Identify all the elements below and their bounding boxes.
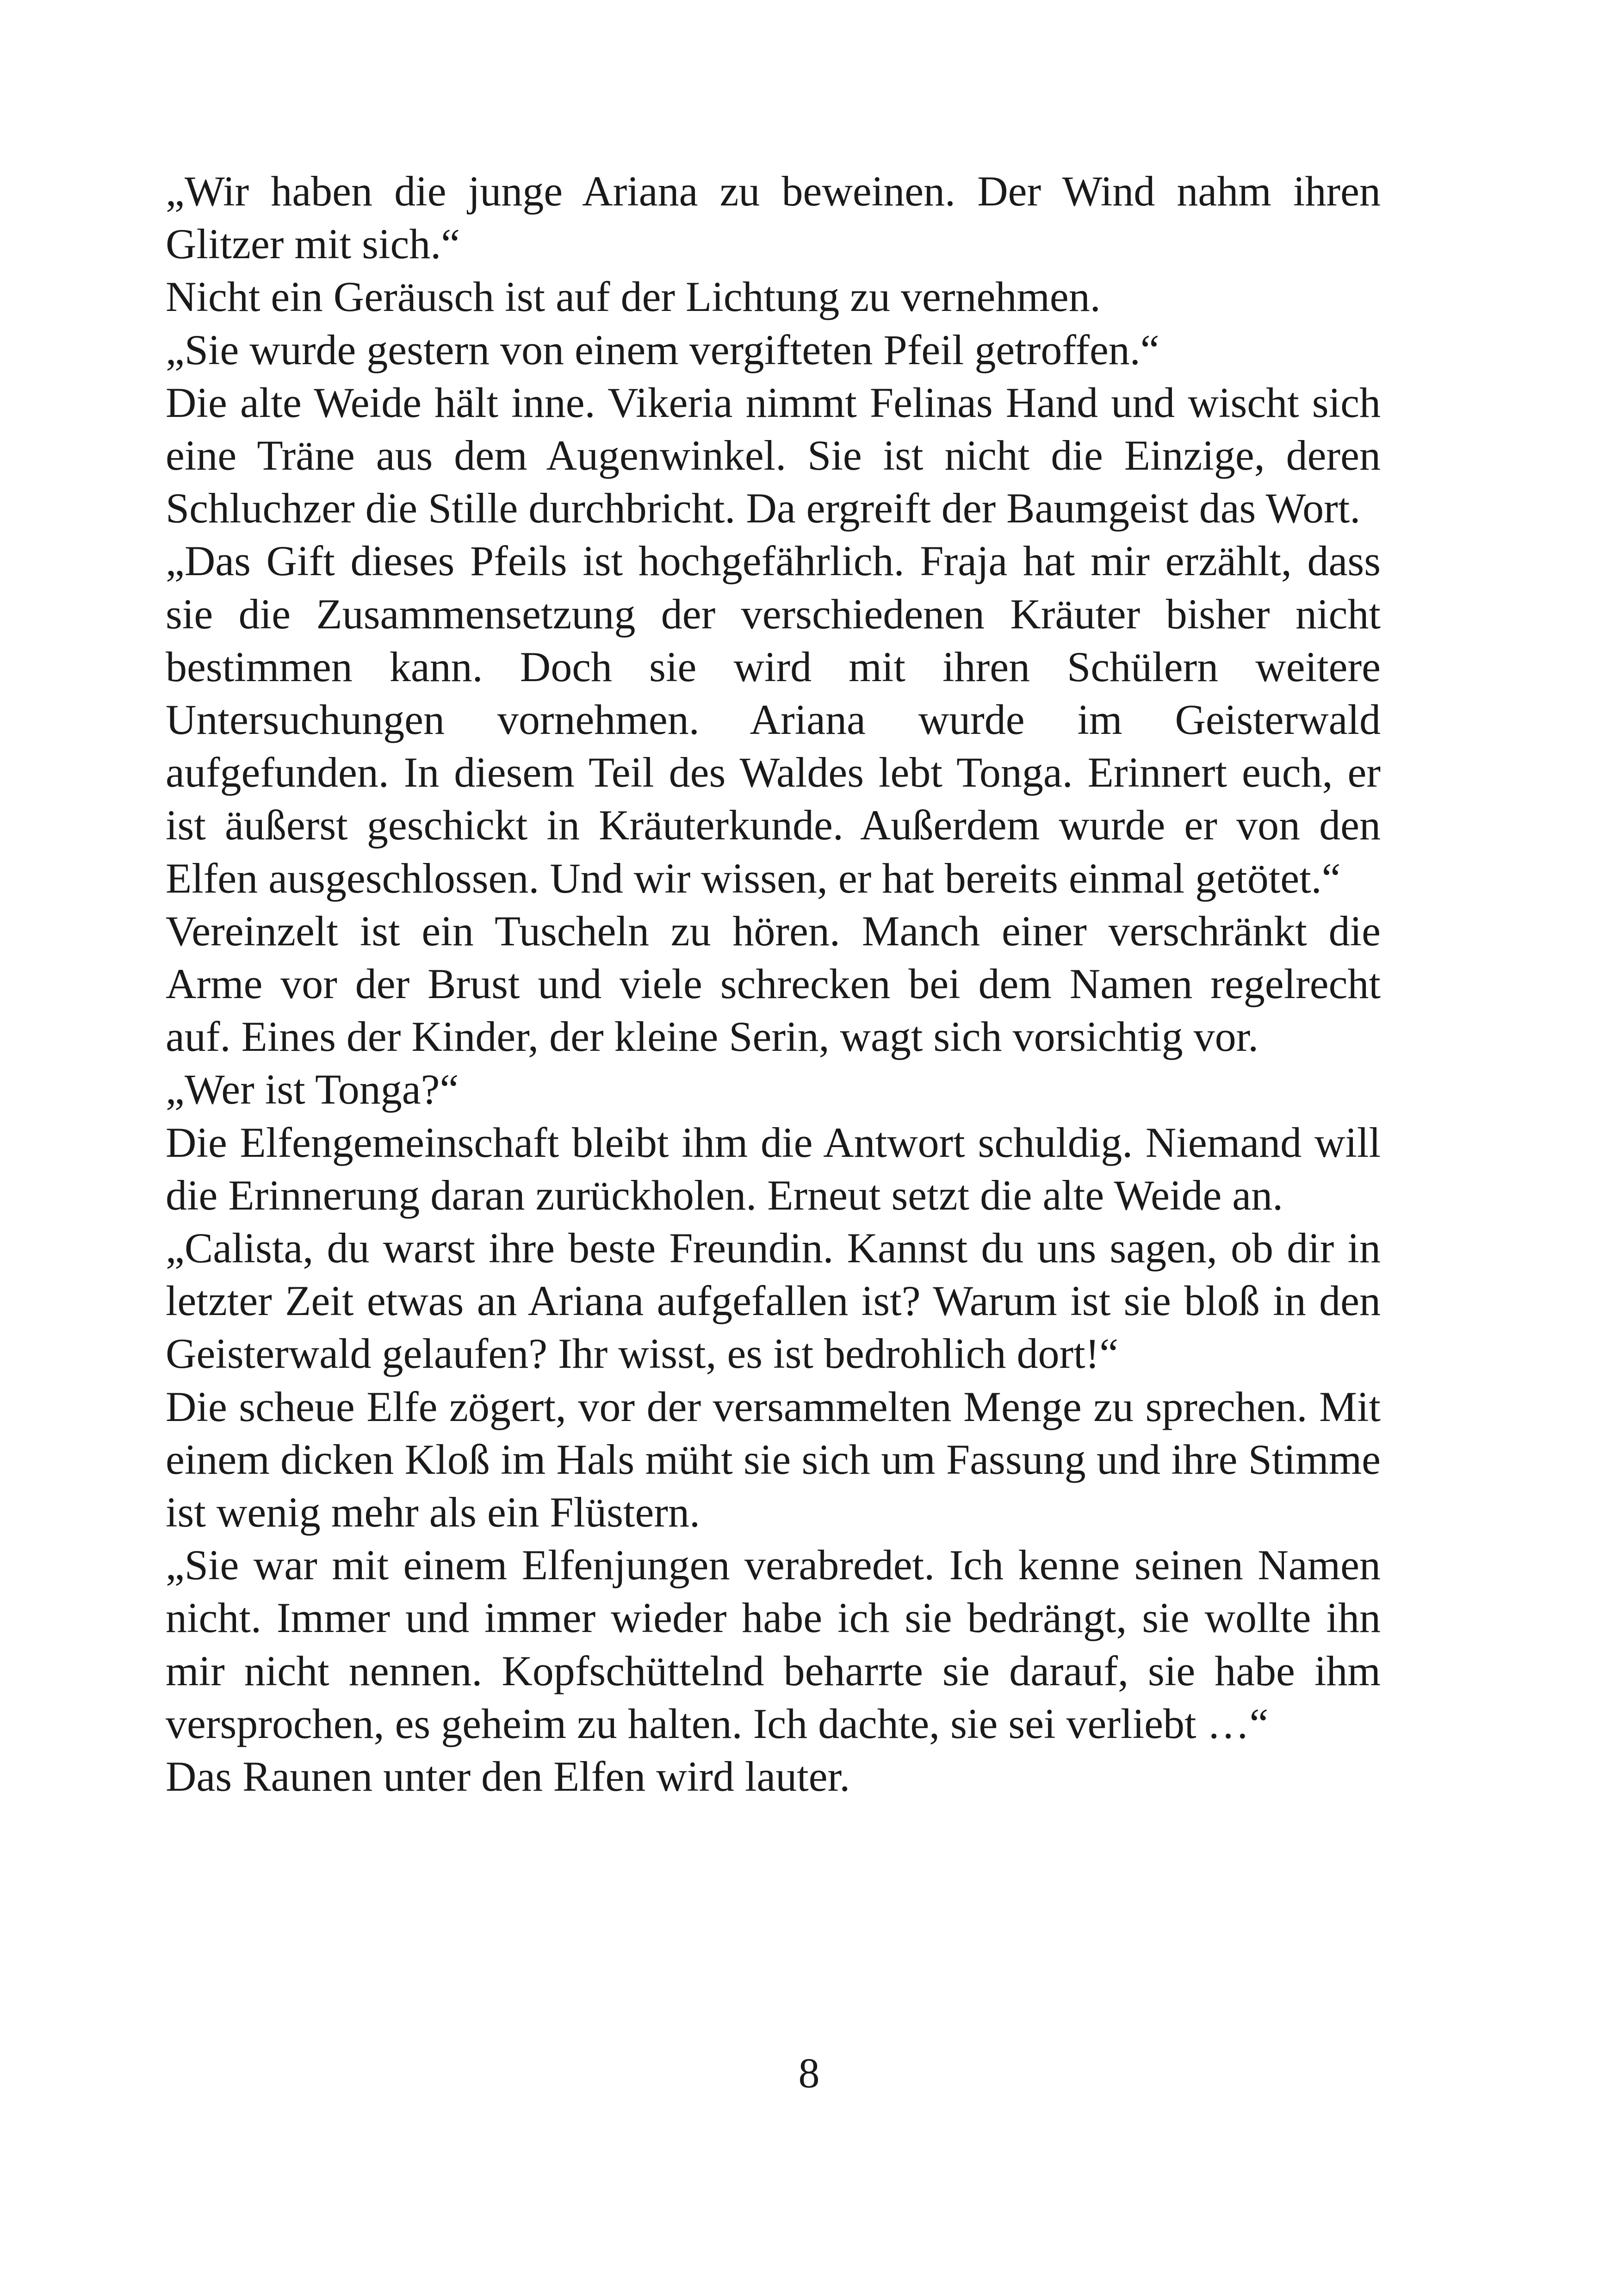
page-number: 8 — [798, 2049, 820, 2097]
paragraph: „Das Gift dieses Pfeils ist hochgefährlich. Fraja hat mir erzählt, dass sie die Zusammensetzung der verschiedenen Kräuter bisher nicht bestimmen kann. Doch sie wird mit ihren Schülern weitere Untersuchungen vornehmen. Ariana wurde im Geisterwald aufgefunden. In diesem Teil des Waldes lebt Tonga. Erinnert euch, er ist äußerst geschickt in Kräuterkunde. Außerdem wurde er von den Elfen ausgeschlossen. Und wir wissen, er hat bereits einmal getötet.“ — [166, 537, 1381, 902]
paragraph: „Calista, du warst ihre beste Freundin. Kannst du uns sagen, ob dir in letzter Zeit etwas an Ariana aufgefallen ist? Warum ist sie bloß in den Geisterwald gelaufen? Ihr wisst, es ist bedrohlich dort!“ — [166, 1224, 1381, 1378]
paragraph: Die scheue Elfe zögert, vor der versammelten Menge zu sprechen. Mit einem dicken Kloß im Hals müht sie sich um Fassung und ihre Stimme ist wenig mehr als ein Flüstern. — [166, 1383, 1381, 1536]
paragraph: „Sie wurde gestern von einem vergifteten Pfeil getroffen.“ — [166, 326, 1159, 373]
body-text — [166, 165, 1381, 1803]
paragraph: „Sie war mit einem Elfenjungen verabredet. Ich kenne seinen Namen nicht. Immer und immer wieder habe ich sie bedrängt, sie wollte ihn mir nicht nennen. Kopfschüttelnd beharrte sie darauf, sie habe ihm versprochen, es geheim zu halten. Ich dachte, sie sei verliebt …“ — [166, 1541, 1381, 1747]
paragraph: „Wer ist Tonga?“ — [166, 1066, 459, 1113]
paragraph: Die Elfengemeinschaft bleibt ihm die Antwort schuldig. Niemand will die Erinnerung daran zurückholen. Erneut setzt die alte Weide an. — [166, 1118, 1381, 1219]
paragraph: Das Raunen unter den Elfen wird lauter. — [166, 1753, 850, 1800]
paragraph: Die alte Weide hält inne. Vikeria nimmt Felinas Hand und wischt sich eine Träne aus dem Augenwinkel. Sie ist nicht die Einzige, deren Schluchzer die Stille durchbricht. Da ergreift der Baumgeist das Wort. — [166, 379, 1381, 532]
paragraph: Vereinzelt ist ein Tuscheln zu hören. Manch einer verschränkt die Arme vor der Brust und viele schrecken bei dem Namen regelrecht auf. Eines der Kinder, der kleine Serin, wagt sich vorsichtig vor. — [166, 907, 1381, 1061]
paragraph: „Wir haben die junge Ariana zu beweinen. Der Wind nahm ihren Glitzer mit sich.“ — [166, 168, 1381, 268]
paragraph: Nicht ein Geräusch ist auf der Lichtung zu vernehmen. — [166, 273, 1101, 321]
